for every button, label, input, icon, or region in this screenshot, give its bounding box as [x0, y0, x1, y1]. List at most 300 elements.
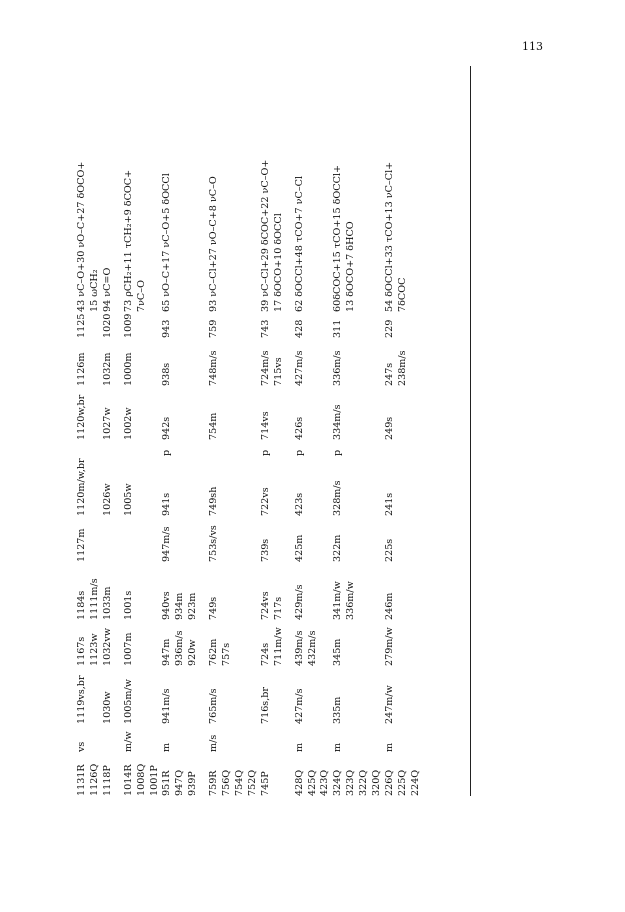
- table-cell: [136, 562, 149, 620]
- table-cell: 1020: [101, 313, 113, 338]
- table-cell: 328m/s: [332, 480, 344, 516]
- table-cell: [371, 620, 384, 666]
- table-cell: 745P: [259, 771, 271, 796]
- table-cell: [397, 666, 410, 724]
- table-cell: [358, 562, 371, 620]
- table-cell: 246m: [383, 592, 395, 620]
- table-cell: 1001P: [148, 765, 160, 796]
- table-cell: [221, 456, 234, 516]
- table-cell: [307, 338, 320, 386]
- table-cell: [174, 338, 187, 386]
- table-cell: 229: [383, 319, 395, 338]
- table-cell: [247, 440, 260, 456]
- table-cell: [371, 338, 384, 386]
- table-cell: 739s: [259, 538, 271, 562]
- table-cell: [187, 666, 200, 724]
- table-cell: [174, 666, 187, 724]
- table-cell: 1008Q: [135, 763, 147, 796]
- table-cell: [410, 312, 423, 338]
- table-cell: 247m/w: [383, 685, 395, 724]
- table-cell: p: [293, 449, 305, 456]
- table-row: [273, 147, 286, 796]
- table-gap-row: [115, 147, 123, 796]
- table-cell: [149, 516, 162, 562]
- table-cell: m: [161, 742, 173, 752]
- table-cell: [371, 516, 384, 562]
- table-cell: [174, 147, 187, 312]
- table-cell: [307, 666, 320, 724]
- table-cell: 7δCOC: [396, 277, 408, 312]
- table-row: [247, 147, 260, 796]
- table-cell: [221, 516, 234, 562]
- table-cell: [247, 620, 260, 666]
- table-cell: 15 ωCH₂: [88, 269, 100, 312]
- table-cell: [234, 456, 247, 516]
- table-cell: 759R: [208, 770, 220, 796]
- table-cell: [260, 724, 273, 752]
- table-cell: 336m/s: [332, 350, 344, 386]
- table-row: [102, 147, 115, 796]
- table-cell: [234, 147, 247, 312]
- table-cell: [234, 724, 247, 752]
- table-cell: 225Q: [396, 769, 408, 796]
- table-cell: 934m: [174, 592, 186, 620]
- table-cell: 39 νC–Cl+29 δCOC+22 νC–O+: [259, 159, 271, 312]
- table-cell: [136, 386, 149, 440]
- table-cell: 425Q: [306, 769, 318, 796]
- table-cell: 1026w: [101, 483, 113, 516]
- table-cell: [149, 338, 162, 386]
- table-row: [187, 147, 200, 796]
- table-cell: [319, 147, 332, 312]
- table-cell: [174, 724, 187, 752]
- table-cell: 947m/s: [161, 526, 173, 562]
- table-cell: [345, 620, 358, 666]
- table-cell: [174, 386, 187, 440]
- table-cell: [174, 312, 187, 338]
- table-cell: 324Q: [332, 769, 344, 796]
- table-cell: [89, 666, 102, 724]
- table-cell: [345, 516, 358, 562]
- table-cell: 1030w: [101, 691, 113, 724]
- table-row: [161, 147, 174, 796]
- table-cell: [273, 456, 286, 516]
- table-cell: 428Q: [293, 769, 305, 796]
- table-row: [345, 147, 358, 796]
- table-cell: 1033m: [101, 586, 113, 620]
- table-cell: [273, 312, 286, 338]
- table-row: [89, 147, 102, 796]
- table-cell: 427m/s: [293, 688, 305, 724]
- table-cell: [319, 562, 332, 620]
- table-cell: 1167s: [76, 636, 87, 666]
- table-cell: [221, 440, 234, 456]
- table-cell: [410, 338, 423, 386]
- table-cell: m/w: [122, 731, 134, 752]
- table-cell: [136, 516, 149, 562]
- table-cell: [136, 724, 149, 752]
- table-cell: 336m/w: [345, 581, 357, 620]
- table-cell: 1009: [122, 313, 134, 338]
- page-number: 113: [522, 40, 543, 53]
- table-cell: [76, 440, 89, 456]
- table-cell: [221, 312, 234, 338]
- table-cell: [307, 440, 320, 456]
- table-cell: [247, 456, 260, 516]
- table-cell: 936m/s: [174, 630, 186, 666]
- table-cell: 1000m: [122, 352, 134, 386]
- table-cell: [358, 147, 371, 312]
- table-cell: 428: [293, 319, 305, 338]
- table-cell: [247, 147, 260, 312]
- rotated-table-container: [76, 56, 466, 796]
- table-cell: [358, 666, 371, 724]
- table-cell: 939P: [187, 771, 199, 796]
- table-cell: [247, 338, 260, 386]
- table-row: [234, 147, 247, 796]
- table-cell: 749sh: [208, 486, 220, 516]
- table-cell: [187, 338, 200, 386]
- table-cell: [221, 147, 234, 312]
- table-cell: [358, 386, 371, 440]
- table-cell: [410, 562, 423, 620]
- table-cell: 920w: [187, 639, 199, 666]
- table-cell: [345, 386, 358, 440]
- table-cell: 1120m/w,br: [76, 458, 87, 516]
- table-cell: [149, 620, 162, 666]
- table-cell: 334m/s: [332, 404, 344, 440]
- table-cell: 249s: [383, 416, 395, 440]
- table-cell: 1027w: [101, 407, 113, 440]
- table-cell: [187, 440, 200, 456]
- table-cell: [187, 147, 200, 312]
- table-cell: [234, 312, 247, 338]
- table-cell: [371, 666, 384, 724]
- table-row: [294, 147, 307, 796]
- table-cell: p: [332, 449, 344, 456]
- table-cell: m/s: [208, 734, 220, 752]
- table-cell: [247, 724, 260, 752]
- table-row: [307, 147, 320, 796]
- table-cell: 54 δOCCl+33 τCO+13 νC–Cl+: [383, 161, 395, 312]
- table-cell: [319, 386, 332, 440]
- table-cell: [371, 147, 384, 312]
- table-cell: [89, 386, 102, 440]
- table-cell: [102, 516, 115, 562]
- table-cell: [221, 338, 234, 386]
- table-cell: 754Q: [233, 769, 245, 796]
- table-cell: [410, 724, 423, 752]
- table-cell: [247, 516, 260, 562]
- table-cell: 757s: [221, 642, 233, 666]
- table-cell: [136, 338, 149, 386]
- table-cell: [149, 562, 162, 620]
- table-cell: 345m: [332, 638, 344, 666]
- table-cell: [397, 620, 410, 666]
- table-cell: 938s: [161, 362, 173, 386]
- table-cell: [123, 440, 136, 456]
- table-cell: 426s: [293, 416, 305, 440]
- table-cell: [358, 724, 371, 752]
- table-cell: [345, 440, 358, 456]
- table-cell: [89, 312, 102, 338]
- table-cell: m: [293, 742, 305, 752]
- table-cell: 724vs: [259, 591, 271, 620]
- table-cell: 711m/w: [272, 627, 284, 666]
- table-cell: [410, 666, 423, 724]
- table-cell: [234, 338, 247, 386]
- table-gap-row: [200, 147, 208, 796]
- table-cell: [234, 562, 247, 620]
- table-cell: 226Q: [383, 769, 395, 796]
- table-cell: [187, 724, 200, 752]
- table-cell: m: [332, 742, 344, 752]
- table-cell: 1131R: [76, 764, 87, 796]
- table-cell: [371, 724, 384, 752]
- table-cell: 425m: [293, 534, 305, 562]
- table-cell: 923m: [187, 592, 199, 620]
- table-cell: 941m/s: [161, 688, 173, 724]
- table-cell: [397, 456, 410, 516]
- table-cell: [410, 386, 423, 440]
- table-cell: 322Q: [358, 769, 370, 796]
- table-row: [174, 147, 187, 796]
- table-cell: 62 δOCCl+48 τCO+7 νC–Cl: [293, 175, 305, 312]
- table-cell: 335m: [332, 696, 344, 724]
- table-cell: 1118P: [101, 765, 113, 796]
- table-row: [208, 147, 221, 796]
- table-cell: 762m: [208, 638, 220, 666]
- table-cell: 1120w,br: [76, 394, 87, 440]
- table-cell: 714vs: [259, 411, 271, 440]
- table-cell: [149, 440, 162, 456]
- table-cell: [397, 440, 410, 456]
- table-row: [76, 147, 89, 796]
- table-cell: [136, 456, 149, 516]
- table-cell: [123, 516, 136, 562]
- table-cell: [345, 312, 358, 338]
- table-cell: [371, 562, 384, 620]
- table-cell: [174, 440, 187, 456]
- table-cell: [358, 440, 371, 456]
- table-cell: [247, 562, 260, 620]
- table-cell: 1125: [76, 313, 87, 338]
- table-cell: [221, 386, 234, 440]
- table-row: [384, 147, 397, 796]
- table-cell: [273, 440, 286, 456]
- table-cell: [149, 312, 162, 338]
- table-cell: [319, 620, 332, 666]
- table-cell: [307, 724, 320, 752]
- table-cell: [397, 386, 410, 440]
- table-cell: 241s: [383, 492, 395, 516]
- table-cell: [410, 440, 423, 456]
- table-cell: [371, 440, 384, 456]
- table-cell: [345, 666, 358, 724]
- table-cell: [136, 312, 149, 338]
- table-cell: 756Q: [221, 769, 233, 796]
- table-cell: 1032vw: [101, 627, 113, 666]
- table-cell: 224Q: [409, 769, 421, 796]
- table-cell: 93 νC–Cl+27 νO–C+8 νC–O: [208, 176, 220, 312]
- table-cell: 1126Q: [88, 763, 100, 796]
- table-cell: 279m/w: [383, 627, 395, 666]
- table-cell: 1002w: [122, 407, 134, 440]
- table-cell: [187, 312, 200, 338]
- table-cell: [358, 620, 371, 666]
- table-row: [123, 147, 136, 796]
- table-cell: 238m/s: [396, 350, 408, 386]
- vibrational-assignment-table: [76, 147, 423, 796]
- table-cell: [187, 386, 200, 440]
- table-cell: 65 νO–C+17 νC–O+5 δOCCl: [161, 173, 173, 312]
- table-cell: 749s: [208, 596, 220, 620]
- table-cell: [247, 386, 260, 440]
- table-cell: [89, 338, 102, 386]
- table-cell: 716s,br: [259, 686, 271, 724]
- table-row: [319, 147, 332, 796]
- table-cell: [273, 752, 286, 796]
- table-cell: 322m: [332, 534, 344, 562]
- table-cell: [208, 440, 221, 456]
- table-cell: [307, 562, 320, 620]
- table-cell: 13 δOCO+7 δHCO: [345, 221, 357, 312]
- table-cell: 1126m: [76, 352, 87, 386]
- table-cell: 717s: [272, 596, 284, 620]
- table-cell: 1032m: [101, 352, 113, 386]
- table-cell: 752Q: [246, 769, 258, 796]
- table-cell: 1119vs,br: [76, 675, 87, 724]
- table-cell: [149, 386, 162, 440]
- table-cell: [397, 312, 410, 338]
- table-cell: [345, 724, 358, 752]
- table-cell: [319, 666, 332, 724]
- table-cell: 311: [332, 319, 344, 338]
- table-cell: [371, 456, 384, 516]
- table-cell: [187, 516, 200, 562]
- table-cell: [307, 312, 320, 338]
- table-cell: 943: [161, 319, 173, 338]
- table-cell: [273, 386, 286, 440]
- table-cell: 754m: [208, 412, 220, 440]
- table-cell: 941s: [161, 492, 173, 516]
- table-cell: 765m/s: [208, 688, 220, 724]
- table-cell: 1007m: [122, 632, 134, 666]
- table-cell: [307, 386, 320, 440]
- table-cell: [319, 516, 332, 562]
- table-cell: 1123w: [88, 633, 100, 666]
- table-cell: 951R: [161, 770, 173, 796]
- table-cell: [410, 456, 423, 516]
- table-cell: 73 ρCH₂+11 τCH₂+9 δCOC+: [122, 169, 134, 312]
- table-cell: [149, 666, 162, 724]
- table-cell: 942s: [161, 416, 173, 440]
- table-cell: [136, 440, 149, 456]
- table-row: [260, 147, 273, 796]
- table-cell: [221, 562, 234, 620]
- table-row: [221, 147, 234, 796]
- table-cell: p: [259, 449, 271, 456]
- table-cell: 247s: [383, 362, 395, 386]
- table-cell: [221, 666, 234, 724]
- table-cell: 225s: [383, 538, 395, 562]
- table-cell: [307, 147, 320, 312]
- table-cell: [307, 456, 320, 516]
- table-cell: [247, 666, 260, 724]
- table-cell: [319, 724, 332, 752]
- table-cell: [319, 338, 332, 386]
- table-cell: 1005w: [122, 483, 134, 516]
- table-cell: 427m/s: [293, 350, 305, 386]
- table-cell: [102, 440, 115, 456]
- table-bottom-rule: [470, 66, 471, 796]
- table-cell: 423Q: [319, 769, 331, 796]
- table-body: [76, 147, 423, 796]
- table-cell: 743: [259, 319, 271, 338]
- table-cell: [371, 312, 384, 338]
- table-cell: [345, 456, 358, 516]
- table-cell: [371, 386, 384, 440]
- table-cell: [273, 666, 286, 724]
- table-row: [149, 147, 162, 796]
- table-cell: 60δCOC+15 τCO+15 δOCCl+: [332, 164, 344, 312]
- table-cell: p: [161, 449, 173, 456]
- table-row: [371, 147, 384, 796]
- table-cell: [397, 724, 410, 752]
- table-cell: [358, 338, 371, 386]
- table-cell: vs: [76, 741, 87, 752]
- table-cell: 753s/vs: [208, 525, 220, 562]
- table-cell: 724m/s: [259, 350, 271, 386]
- table-cell: [221, 724, 234, 752]
- table-cell: 724s: [259, 642, 271, 666]
- table-cell: [319, 440, 332, 456]
- table-cell: [149, 147, 162, 312]
- table-cell: 432m/s: [306, 630, 318, 666]
- table-cell: 759: [208, 319, 220, 338]
- table-cell: [273, 516, 286, 562]
- table-gap-row: [286, 147, 294, 796]
- table-cell: [358, 516, 371, 562]
- table-cell: 722vs: [259, 487, 271, 516]
- table-cell: 748m/s: [208, 350, 220, 386]
- table-cell: [102, 724, 115, 752]
- table-row: [358, 147, 371, 796]
- table-cell: 940vs: [161, 591, 173, 620]
- table-cell: [234, 516, 247, 562]
- table-cell: [319, 312, 332, 338]
- table-cell: 947m: [161, 638, 173, 666]
- table-cell: 1014R: [122, 764, 134, 796]
- table-cell: 1127m: [76, 528, 87, 562]
- table-cell: [234, 440, 247, 456]
- table-cell: 43 νC–O+30 νO–C+27 δOCO+: [76, 161, 87, 312]
- table-row: [136, 147, 149, 796]
- table-cell: [234, 666, 247, 724]
- table-cell: [247, 312, 260, 338]
- table-cell: 439m/s: [293, 630, 305, 666]
- table-row: [410, 147, 423, 796]
- table-cell: [136, 666, 149, 724]
- table-cell: [307, 516, 320, 562]
- table-cell: [234, 620, 247, 666]
- table-cell: [358, 312, 371, 338]
- table-cell: 7νC–O: [135, 280, 147, 312]
- table-cell: 341m/w: [332, 581, 344, 620]
- table-cell: [397, 516, 410, 562]
- table-row: [397, 147, 410, 796]
- table-cell: 94 νC=O: [101, 267, 113, 312]
